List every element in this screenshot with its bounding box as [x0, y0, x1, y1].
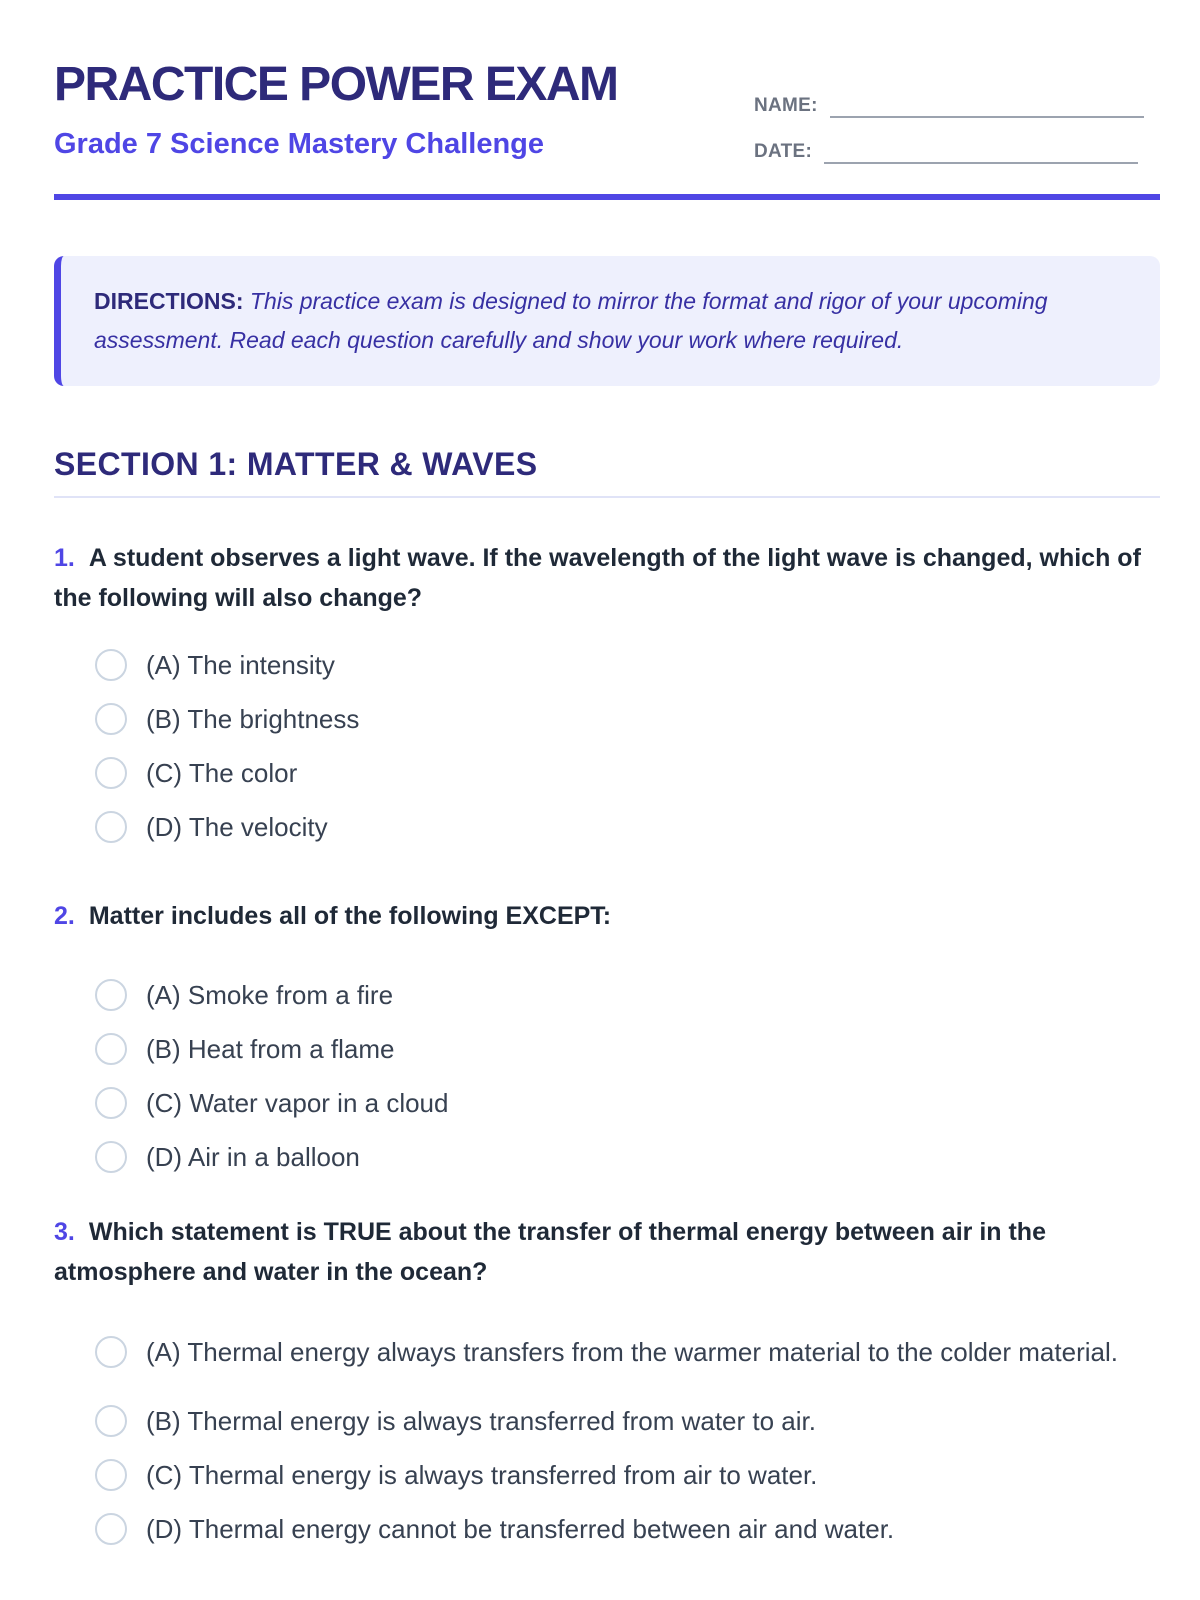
- question-stem: [54, 538, 1160, 618]
- question-3: [54, 1212, 1160, 1556]
- question-number: 2.: [54, 902, 75, 930]
- date-field-row: [754, 134, 1138, 164]
- radio-button[interactable]: [95, 1336, 127, 1368]
- option-b[interactable]: [54, 1022, 1160, 1076]
- option-d[interactable]: [54, 1502, 1160, 1556]
- question-stem: [54, 896, 1160, 936]
- question-1: [54, 538, 1160, 854]
- option-label: (A) The intensity: [146, 650, 335, 680]
- option-d[interactable]: [54, 1130, 1160, 1184]
- radio-button[interactable]: [95, 703, 127, 735]
- radio-button[interactable]: [95, 1459, 127, 1491]
- option-label: (D) Thermal energy cannot be transferred between air and water.: [146, 1514, 895, 1544]
- option-label: (B) The brightness: [146, 704, 360, 734]
- option-a[interactable]: [54, 638, 1160, 692]
- option-label: (A) Smoke from a fire: [146, 980, 394, 1010]
- radio-button[interactable]: [95, 811, 127, 843]
- question-stem: [54, 1212, 1160, 1292]
- name-field-row: [754, 88, 1144, 118]
- option-label: (C) The color: [146, 758, 298, 788]
- answer-options: [54, 638, 1160, 854]
- radio-button[interactable]: [95, 979, 127, 1011]
- answer-options: [54, 968, 1160, 1184]
- option-label: (B) Thermal energy is always transferred from water to air.: [146, 1406, 816, 1436]
- option-a[interactable]: [54, 968, 1160, 1022]
- radio-button[interactable]: [95, 1405, 127, 1437]
- option-label: (B) Heat from a flame: [146, 1034, 395, 1064]
- date-label: DATE:: [754, 141, 813, 162]
- section-divider: [54, 496, 1160, 498]
- exam-header: [54, 0, 1160, 202]
- radio-button[interactable]: [95, 649, 127, 681]
- option-label: (D) The velocity: [146, 812, 328, 842]
- name-label: NAME:: [754, 95, 818, 116]
- radio-button[interactable]: [95, 1033, 127, 1065]
- option-d[interactable]: [54, 800, 1160, 854]
- date-field[interactable]: [824, 134, 1138, 164]
- question-text: Which statement is TRUE about the transfer of thermal energy between air in the atmosphere and water in the ocean?: [54, 1218, 1046, 1286]
- option-b[interactable]: [54, 1394, 1160, 1448]
- radio-button[interactable]: [95, 1141, 127, 1173]
- option-label: (C) Water vapor in a cloud: [146, 1088, 449, 1118]
- option-label: (D) Air in a balloon: [146, 1142, 360, 1172]
- directions-label: DIRECTIONS:: [94, 288, 244, 314]
- option-b[interactable]: [54, 692, 1160, 746]
- exam-page: [54, 0, 1160, 1544]
- option-c[interactable]: [54, 1448, 1160, 1502]
- option-label: (A) Thermal energy always transfers from the warmer material to the colder material.: [146, 1337, 1118, 1367]
- radio-button[interactable]: [95, 1513, 127, 1545]
- directions-box: [54, 256, 1160, 386]
- option-a[interactable]: [54, 1310, 1160, 1394]
- option-label: (C) Thermal energy is always transferred from air to water.: [146, 1460, 818, 1490]
- radio-button[interactable]: [95, 1087, 127, 1119]
- section-title: SECTION 1: MATTER & WAVES: [54, 446, 538, 482]
- question-2: [54, 896, 1160, 1184]
- question-number: 1.: [54, 544, 75, 572]
- exam-title: PRACTICE POWER EXAM: [54, 58, 618, 111]
- question-text: Matter includes all of the following EXCEPT:: [88, 902, 612, 930]
- directions-text: This practice exam is designed to mirror the format and rigor of your upcoming assessment. Read each question carefully and show your work where required.: [94, 288, 1048, 353]
- answer-options: [54, 1310, 1160, 1556]
- header-divider: [54, 194, 1160, 200]
- exam-subtitle: Grade 7 Science Mastery Challenge: [54, 128, 544, 160]
- option-c[interactable]: [54, 1076, 1160, 1130]
- option-c[interactable]: [54, 746, 1160, 800]
- question-text: A student observes a light wave. If the wavelength of the light wave is changed, which of the following will also change?: [54, 544, 1141, 612]
- radio-button[interactable]: [95, 757, 127, 789]
- name-field[interactable]: [830, 88, 1144, 118]
- question-number: 3.: [54, 1218, 75, 1246]
